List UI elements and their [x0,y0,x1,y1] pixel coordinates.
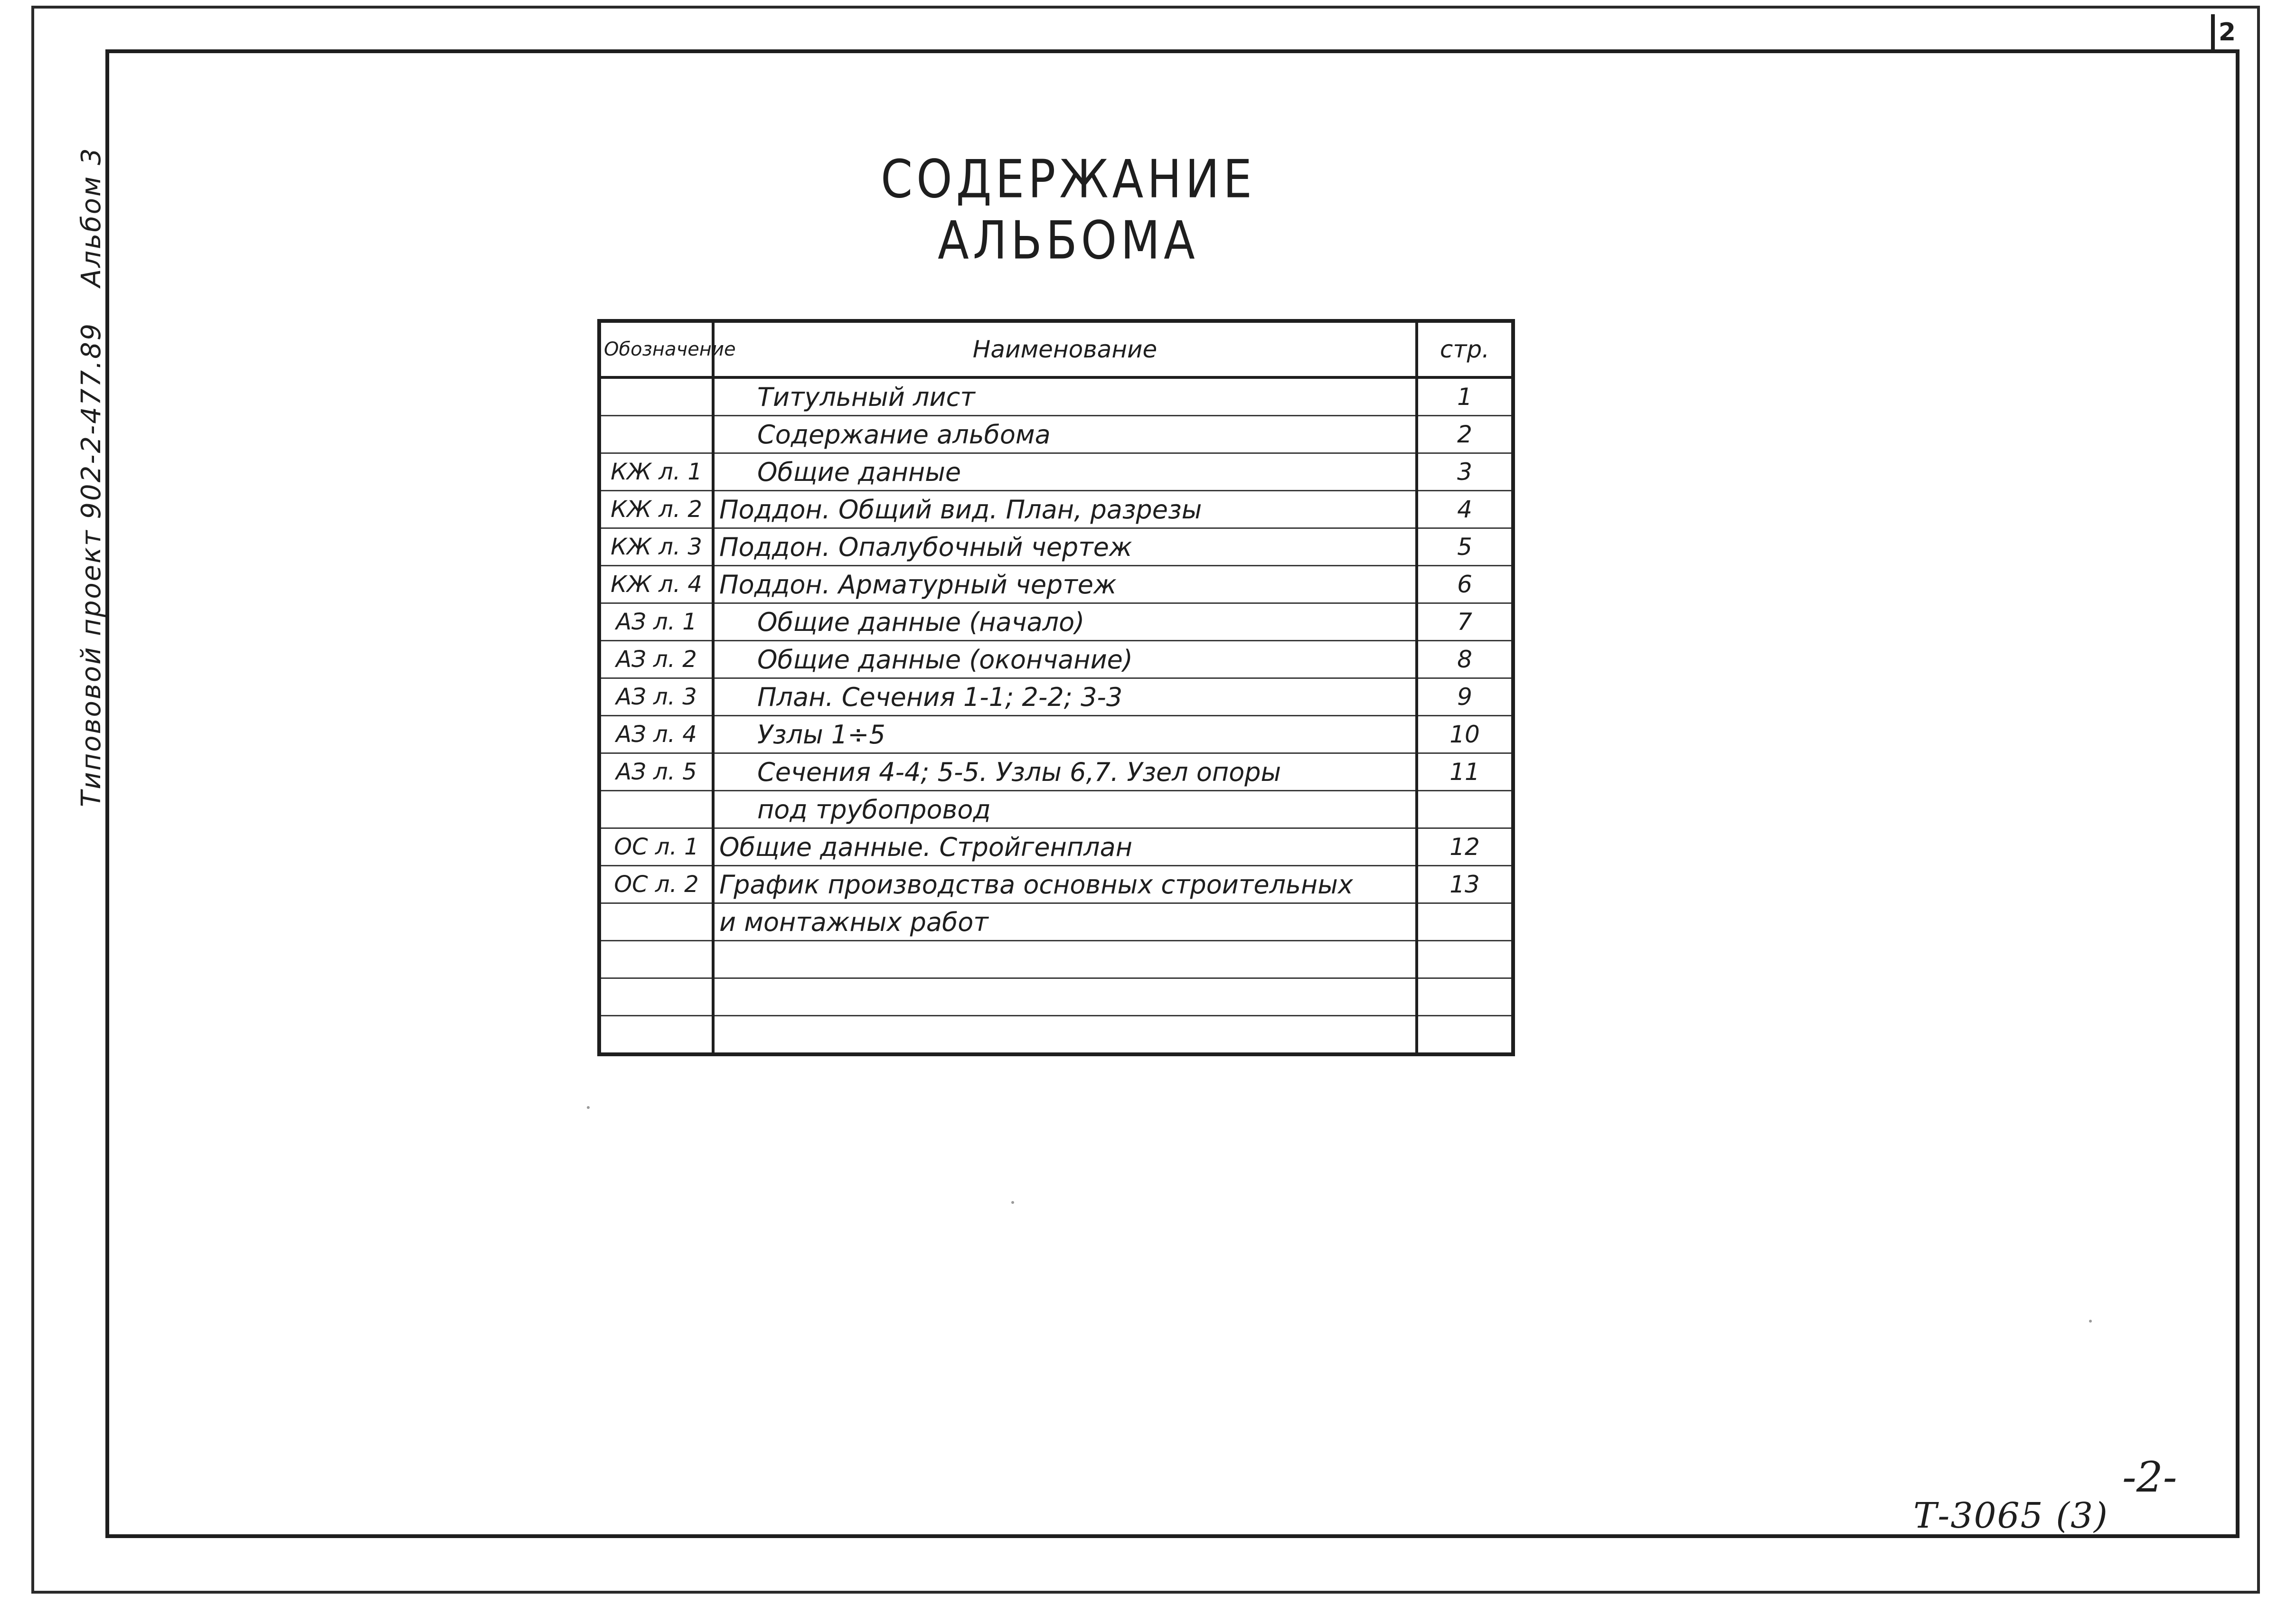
row-page: 12 [1417,828,1513,866]
row-name: Титульный лист [713,377,1417,416]
table-row [599,641,1513,678]
row-name: Общие данные [713,453,1417,491]
row-code: КЖ л. 4 [599,566,713,603]
row-code: КЖ л. 2 [599,491,713,528]
row-page [1417,941,1513,978]
row-page: 8 [1417,641,1513,678]
row-code: КЖ л. 1 [599,453,713,491]
row-code: АЗ л. 5 [599,753,713,791]
table-row [599,377,1513,416]
row-name: и монтажных работ [713,903,1417,941]
row-name: Поддон. Опалубочный чертеж [713,528,1417,566]
row-page: 3 [1417,453,1513,491]
row-code: АЗ л. 4 [599,716,713,753]
table-row [599,678,1513,716]
row-code: ОС л. 2 [599,866,713,903]
table-row [599,603,1513,641]
table-row [599,528,1513,566]
row-code: АЗ л. 1 [599,603,713,641]
row-name: Общие данные. Стройгенплан [713,828,1417,866]
row-code [599,791,713,828]
row-page: 4 [1417,491,1513,528]
row-name [713,978,1417,1016]
table-row [599,978,1513,1016]
row-name: Поддон. Общий вид. План, разрезы [713,491,1417,528]
table-row [599,566,1513,603]
row-code [599,941,713,978]
row-code [599,416,713,453]
archive-code: Т-3065 (3) [1913,1495,2109,1536]
row-name: Содержание альбома [713,416,1417,453]
row-name: Общие данные (окончание) [713,641,1417,678]
table-row [599,903,1513,941]
row-name [713,941,1417,978]
header-name: Наименование [713,321,1417,377]
row-page: 5 [1417,528,1513,566]
handwritten-page-number: -2- [2122,1453,2177,1502]
row-code: КЖ л. 3 [599,528,713,566]
header-page: стр. [1417,321,1513,377]
scan-speck [2089,1320,2092,1323]
row-name: Узлы 1÷5 [713,716,1417,753]
row-page [1417,791,1513,828]
row-page [1417,903,1513,941]
album-side-label: Альбом 3 [76,147,107,287]
row-page: 2 [1417,416,1513,453]
row-name: График производства основных строительных [713,866,1417,903]
table-header-row [599,321,1513,377]
table-row [599,453,1513,491]
row-page [1417,1016,1513,1055]
contents-table [597,319,1515,1056]
scan-speck [587,1106,590,1109]
row-page: 1 [1417,377,1513,416]
table-row [599,753,1513,791]
row-name: Поддон. Арматурный чертеж [713,566,1417,603]
row-name: Общие данные (начало) [713,603,1417,641]
row-code [599,377,713,416]
table-row [599,1016,1513,1055]
sheet-number: 2 [2211,14,2240,53]
table-row [599,416,1513,453]
row-page: 11 [1417,753,1513,791]
row-code: ОС л. 1 [599,828,713,866]
row-name: под трубопровод [713,791,1417,828]
table-row [599,791,1513,828]
table-row [599,866,1513,903]
row-page: 13 [1417,866,1513,903]
row-code [599,978,713,1016]
table-row [599,716,1513,753]
row-page: 7 [1417,603,1513,641]
row-page: 6 [1417,566,1513,603]
row-name [713,1016,1417,1055]
page-title: СОДЕРЖАНИЕ АЛЬБОМА [881,149,1256,271]
project-side-label: Типововой проект 902-2-477.89 [76,322,107,807]
row-code [599,1016,713,1055]
row-code: АЗ л. 3 [599,678,713,716]
row-code [599,903,713,941]
row-name: План. Сечения 1-1; 2-2; 3-3 [713,678,1417,716]
row-code: АЗ л. 2 [599,641,713,678]
table-row [599,491,1513,528]
table-row [599,941,1513,978]
row-page: 9 [1417,678,1513,716]
table-row [599,828,1513,866]
row-page [1417,978,1513,1016]
scan-speck [1011,1201,1014,1204]
row-page: 10 [1417,716,1513,753]
header-code: Обозначение [599,321,713,377]
row-name: Сечения 4-4; 5-5. Узлы 6,7. Узел опоры [713,753,1417,791]
